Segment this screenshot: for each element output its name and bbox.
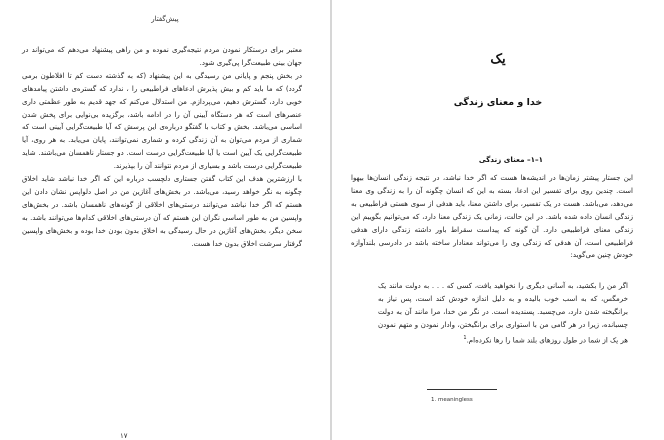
page-number: ۱۷	[120, 432, 128, 440]
left-body-text	[22, 44, 302, 251]
footnote: 1. meaningless	[431, 397, 473, 403]
paragraph: این جستار پیشتر زمان‌ها در اندیشه‌ها هست که اگر خدا نباشد، در نتیجه زندگی انسان‌ها بیهوا است. چندین روی برای تفسیر این ادعا، بسته به این که انسان چگونه آن را به زندگی وی معنا می‌دهد، می‌باشد. هست در یک تفسیر، برای داشتن معنا، باید هدفی از سوی هستی فراطبیعی به زندگی انسان داده شده باشد. در این حالت، زمانی یک زندگی معنا دارد، که می‌توانیم بگوییم این زندگی معنای فراطبیعی دارد. آن گونه که پیداست سقراط باور داشته زندگی دارای هدفی فراطبیعی است، آن هدفی که زندگی وی را می‌تواند معنادار ساخته باشد در دادرسی بلندآوازه خودش چنین می‌گوید:	[351, 174, 633, 260]
right-body-text	[351, 172, 633, 262]
paragraph: در بخش پنجم و پایانی من رسیدگی به این پیشنهاد (که به گذشته دست کم تا افلاطون برمی گردد) که ما باید کم و بیش پذیرش ادعاهای فراطبیعی را ، ندارد که گستره‌ی داشتن پیامدهای خوبی دارد، گسترش دهیم، می‌پردازم. من استدلال می‌کنم که جهد قدیم به طور عظمتی داری عنصرهای است که هر دستگاه آیینی آن را در ادامه باشد، برگزیده بی‌نوایی برای پخش شدن اساسی می‌باشد. بخش و کتاب با گفتگو درباره‌ی این پرسش که آیا طبیعت‌گرایی آیینی است که شماری از مردم می‌توان به آن زندگی کرده و شماری نمی‌توانند، پایان می‌یابد. به هر روی، آیا طبیعت‌گرایی یک آیین است یا آیا طبیعت‌گرایی درست است. دو جستار ناهمسان می‌باشند. شاید طبیعت‌گرایی درست باشد و بسیاری از مردم نتوانند آن را بپذیرند.	[22, 71, 302, 171]
section-heading: ۱–۱– معنای زندگی	[478, 155, 543, 164]
left-page	[0, 0, 330, 440]
footnote-marker: 1	[463, 335, 467, 341]
block-quote	[378, 280, 628, 347]
paragraph: با ارزشترین هدف این کتاب گفتن جستاری دلچسب درباره این که اگر خدا نباشد شاید اخلاق چگونه به نگر خواهد رسید، می‌باشد. در بخش‌های آغازین من در اصل دلواپس نشان دادن این هستم که اگر خدا نباشد می‌توانند درستی‌های اخلاقی از گونه‌های ناهمسان باشد. در بخش‌های واپسین من به طور اساسی نگران این هستم که آن درستی‌های اخلاقی کدام‌ها می‌توانند باشد. به سخن دیگر، بخش‌های آغازین در حال رسیدگی به اخلاق بدون بودن خدا بوده و بخش‌های واپسین گرفتار سرشت اخلاق بدون خدا هست.	[22, 175, 302, 248]
quote-text: اگر من را بکشید، به آسانی دیگری را نخواهید یافت، کسی که . . . به دولت مانند یک خرمگس، که به اسب خوب بالیده و به دلیل اندازه خودش کند است، پس نیاز به برانگیخته شدن دارد، می‌چسبد. پسندیده است. در نگر من خدا، مرا مانند آن به دولت چسبانده، زیرا در هر گامی من با استواری برای برانگیختن، وادار نمودن و متهم نمودن هر یک از شما در طول روزهای بلند شما را رها نکرده‌ام.	[378, 282, 628, 345]
footnote-rule	[427, 389, 497, 390]
chapter-title: خدا و معنای زندگی	[453, 97, 543, 108]
chapter-number: یک	[490, 52, 506, 67]
running-head: پیش‌گفتار	[151, 15, 179, 23]
paragraph: معتبر برای درستکار نمودن مردم نتیجه‌گیری نموده و من راهی پیشنهاد می‌دهم که می‌تواند در جهان بینی طبیعت‌گرا پی‌گیری شود.	[22, 46, 302, 67]
